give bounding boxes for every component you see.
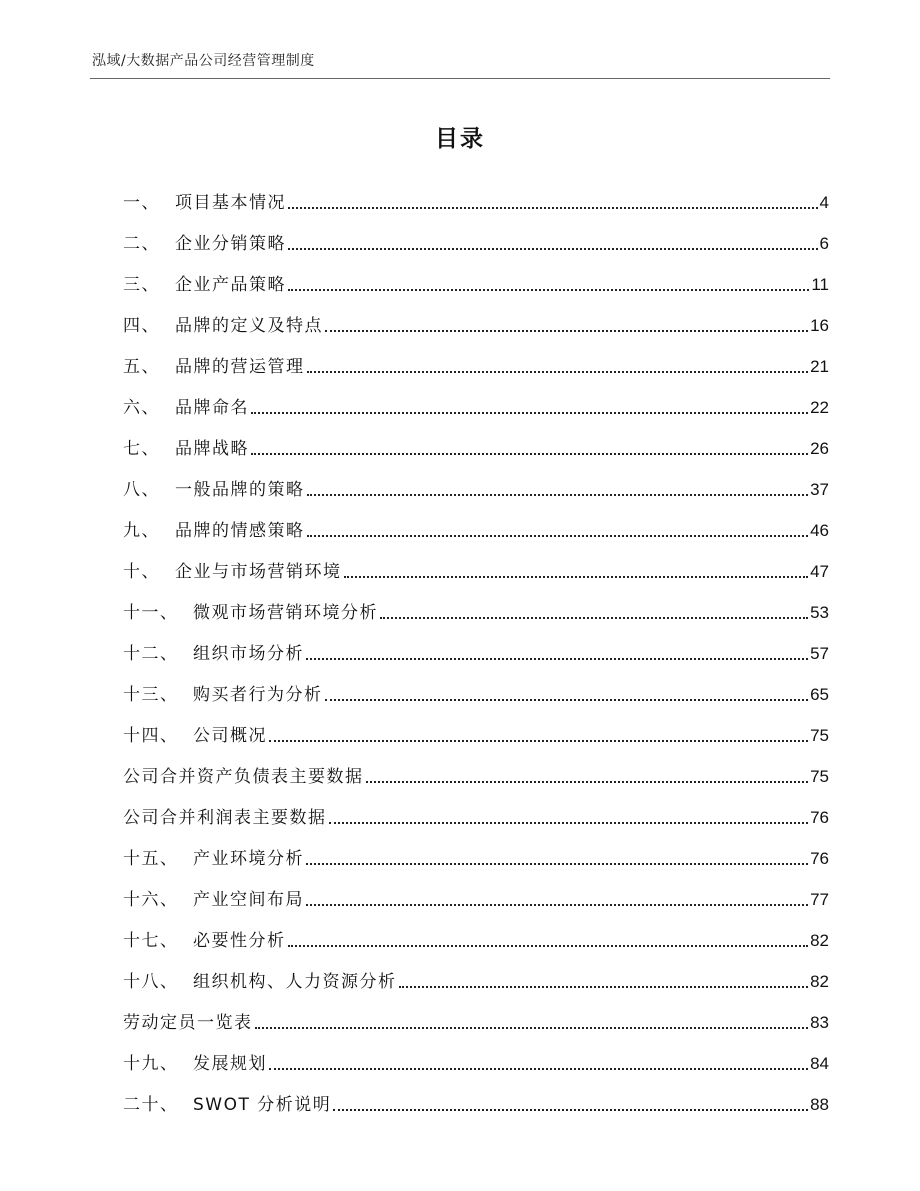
toc-entry-page: 77 — [810, 890, 829, 909]
toc-entry-page: 26 — [810, 439, 829, 458]
toc-entry-title: 产业环境分析 — [193, 849, 304, 869]
toc-entry-title: 品牌的定义及特点 — [175, 316, 323, 336]
toc-entry-number: 四、 — [123, 316, 160, 336]
leader-dots — [306, 658, 808, 660]
toc-entry-page: 76 — [810, 808, 829, 827]
toc-entry-number: 六、 — [123, 398, 160, 418]
toc-entry[interactable] — [123, 665, 829, 706]
toc-entry[interactable] — [123, 870, 829, 911]
page-header: 泓域/大数据产品公司经营管理制度 — [92, 53, 315, 69]
toc-entry[interactable] — [123, 501, 829, 542]
toc-entry-title: 公司合并利润表主要数据 — [123, 808, 327, 828]
toc-entry-number: 十七、 — [123, 931, 179, 951]
toc-entry[interactable] — [123, 460, 829, 501]
toc-entry-page: 84 — [810, 1054, 829, 1073]
leader-dots — [399, 986, 809, 988]
leader-dots — [251, 412, 808, 414]
toc-entry-title: 品牌的营运管理 — [175, 357, 305, 377]
toc-entry-number: 十五、 — [123, 849, 179, 869]
toc-entry-number: 十三、 — [123, 685, 179, 705]
toc-entry-number: 十、 — [123, 562, 160, 582]
toc-entry-title: 品牌命名 — [175, 398, 249, 418]
toc-entry[interactable] — [123, 788, 829, 829]
leader-dots — [288, 207, 818, 209]
toc-entry[interactable] — [123, 419, 829, 460]
toc-entry-page: 16 — [810, 316, 829, 335]
leader-dots — [329, 822, 809, 824]
toc-entry[interactable] — [123, 1034, 829, 1075]
toc-entry-number: 三、 — [123, 275, 160, 295]
toc-entry-page: 4 — [819, 193, 829, 212]
toc-entry-number: 十一、 — [123, 603, 179, 623]
toc-entry[interactable] — [123, 337, 829, 378]
toc-entry-number: 十四、 — [123, 726, 179, 746]
toc-entry-title: 劳动定员一览表 — [123, 1013, 253, 1033]
toc-entry-page: 75 — [810, 767, 829, 786]
toc-entry-number: 七、 — [123, 439, 160, 459]
leader-dots — [306, 863, 808, 865]
leader-dots — [325, 330, 808, 332]
toc-entry[interactable] — [123, 542, 829, 583]
toc-entry-number: 二十、 — [123, 1095, 179, 1115]
toc-entry-title: 公司概况 — [193, 726, 267, 746]
toc-entry-number: 十六、 — [123, 890, 179, 910]
toc-entry-page: 65 — [810, 685, 829, 704]
toc-entry[interactable] — [123, 993, 829, 1034]
toc-entry[interactable] — [123, 624, 829, 665]
toc-entry-page: 53 — [810, 603, 829, 622]
toc-entry-title: 企业产品策略 — [175, 275, 286, 295]
toc-entry[interactable] — [123, 214, 829, 255]
toc-entry-title: 组织市场分析 — [193, 644, 304, 664]
toc-entry[interactable] — [123, 1075, 829, 1116]
toc-entry-title: SWOT 分析说明 — [193, 1095, 332, 1115]
toc-entry-page: 21 — [810, 357, 829, 376]
toc-entry-number: 五、 — [123, 357, 160, 377]
toc-entry-title: 公司合并资产负债表主要数据 — [123, 767, 364, 787]
toc-entry[interactable] — [123, 911, 829, 952]
toc-entry-number: 一、 — [123, 193, 160, 213]
toc-entry-title: 一般品牌的策略 — [175, 480, 305, 500]
toc-entry[interactable] — [123, 173, 829, 214]
leader-dots — [307, 494, 809, 496]
toc-entry-title: 品牌战略 — [175, 439, 249, 459]
leader-dots — [269, 1068, 808, 1070]
toc-entry[interactable] — [123, 296, 829, 337]
leader-dots — [307, 535, 809, 537]
toc-title: 目录 — [435, 126, 485, 152]
toc-entry-page: 37 — [810, 480, 829, 499]
toc-entry-page: 47 — [810, 562, 829, 581]
toc-entry-page: 22 — [810, 398, 829, 417]
toc-entry-title: 购买者行为分析 — [193, 685, 323, 705]
toc-entry-page: 11 — [811, 275, 829, 294]
toc-entry-number: 十二、 — [123, 644, 179, 664]
toc-entry-title: 项目基本情况 — [175, 193, 286, 213]
leader-dots — [255, 1027, 809, 1029]
leader-dots — [251, 453, 808, 455]
leader-dots — [307, 371, 809, 373]
toc-entry-title: 企业与市场营销环境 — [175, 562, 342, 582]
toc-entry-number: 九、 — [123, 521, 160, 541]
toc-entry-number: 八、 — [123, 480, 160, 500]
toc-entry-page: 88 — [810, 1095, 829, 1114]
toc-entry-title: 微观市场营销环境分析 — [193, 603, 378, 623]
toc-entry-number: 十八、 — [123, 972, 179, 992]
toc-entry-page: 76 — [810, 849, 829, 868]
toc-entry[interactable] — [123, 829, 829, 870]
toc-entry-page: 83 — [810, 1013, 829, 1032]
toc-entry[interactable] — [123, 255, 829, 296]
leader-dots — [344, 576, 809, 578]
leader-dots — [380, 617, 808, 619]
toc-entry-number: 十九、 — [123, 1054, 179, 1074]
leader-dots — [333, 1109, 808, 1111]
toc-entry[interactable] — [123, 583, 829, 624]
leader-dots — [306, 904, 808, 906]
leader-dots — [366, 781, 809, 783]
leader-dots — [269, 740, 808, 742]
toc-entry-title: 企业分销策略 — [175, 234, 286, 254]
toc-entry-number: 二、 — [123, 234, 160, 254]
toc-entry[interactable] — [123, 952, 829, 993]
leader-dots — [288, 289, 809, 291]
leader-dots — [288, 248, 818, 250]
toc-entry-title: 发展规划 — [193, 1054, 267, 1074]
toc-entry-page: 57 — [810, 644, 829, 663]
leader-dots — [325, 699, 809, 701]
toc-entry-title: 产业空间布局 — [193, 890, 304, 910]
leader-dots — [288, 945, 809, 947]
toc-entry-page: 75 — [810, 726, 829, 745]
toc-entry-title: 必要性分析 — [193, 931, 286, 951]
toc-entry[interactable] — [123, 747, 829, 788]
toc-entry-title: 组织机构、人力资源分析 — [193, 972, 397, 992]
toc-entry-page: 46 — [810, 521, 829, 540]
toc-entry[interactable] — [123, 706, 829, 747]
toc-entry-page: 82 — [810, 931, 829, 950]
toc-entry-page: 6 — [819, 234, 829, 253]
table-of-contents — [123, 173, 829, 1116]
toc-entry[interactable] — [123, 378, 829, 419]
header-divider — [90, 78, 830, 79]
toc-entry-title: 品牌的情感策略 — [175, 521, 305, 541]
toc-entry-page: 82 — [810, 972, 829, 991]
